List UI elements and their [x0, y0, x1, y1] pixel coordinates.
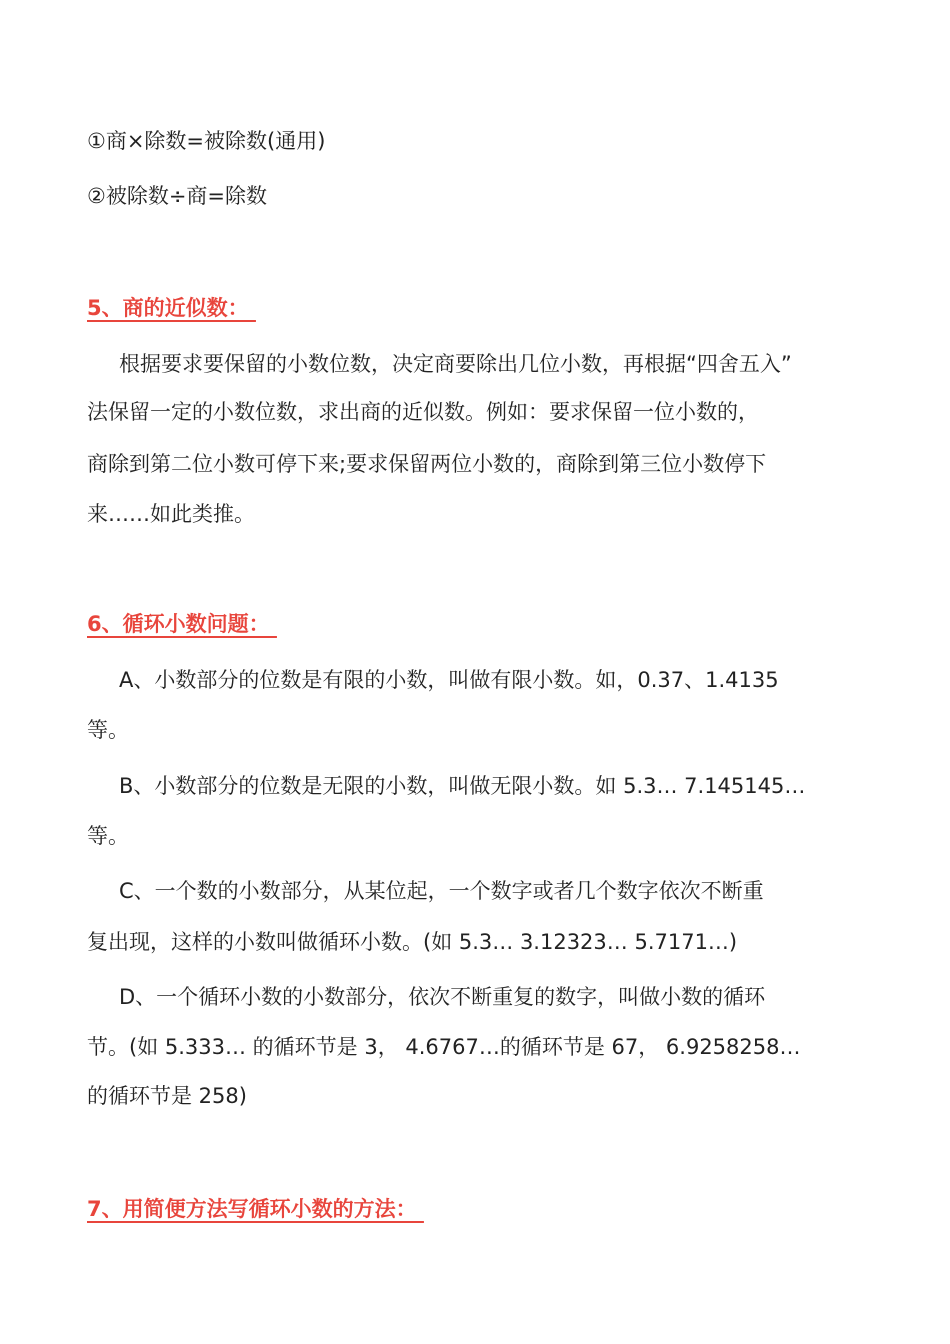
item-d-line: 的循环节是 258) — [87, 1084, 247, 1108]
formula-2: ②被除数÷商=除数 — [87, 184, 268, 208]
item-a-line: 等。 — [87, 718, 129, 742]
section-5-line: 来……如此类推。 — [87, 502, 255, 526]
item-b-line: 等。 — [87, 824, 129, 848]
item-c-line: C、一个数的小数部分，从某位起，一个数字或者几个数字依次不断重 — [119, 879, 764, 903]
formula-1: ①商×除数=被除数(通用) — [87, 129, 326, 153]
section-6-heading: 6、循环小数问题： — [87, 612, 277, 636]
item-d-line: D、一个循环小数的小数部分，依次不断重复的数字，叫做小数的循环 — [119, 985, 766, 1009]
section-7-heading: 7、用简便方法写循环小数的方法： — [87, 1197, 424, 1221]
item-d-line: 节。(如 5.333… 的循环节是 3， 4.6767…的循环节是 67， 6.9258258… — [87, 1035, 801, 1059]
item-b-line: B、小数部分的位数是无限的小数，叫做无限小数。如 5.3… 7.145145… — [119, 774, 806, 798]
section-5-line: 法保留一定的小数位数，求出商的近似数。例如：要求保留一位小数的， — [87, 400, 759, 424]
section-5-heading: 5、商的近似数： — [87, 296, 256, 320]
section-5-line: 根据要求要保留的小数位数，决定商要除出几位小数，再根据“四舍五入” — [119, 352, 792, 376]
item-c-line: 复出现，这样的小数叫做循环小数。(如 5.3… 3.12323… 5.7171…) — [87, 930, 738, 954]
section-5-line: 商除到第二位小数可停下来;要求保留两位小数的，商除到第三位小数停下 — [87, 452, 767, 476]
item-a-line: A、小数部分的位数是有限的小数，叫做有限小数。如，0.37、1.4135 — [119, 668, 779, 692]
